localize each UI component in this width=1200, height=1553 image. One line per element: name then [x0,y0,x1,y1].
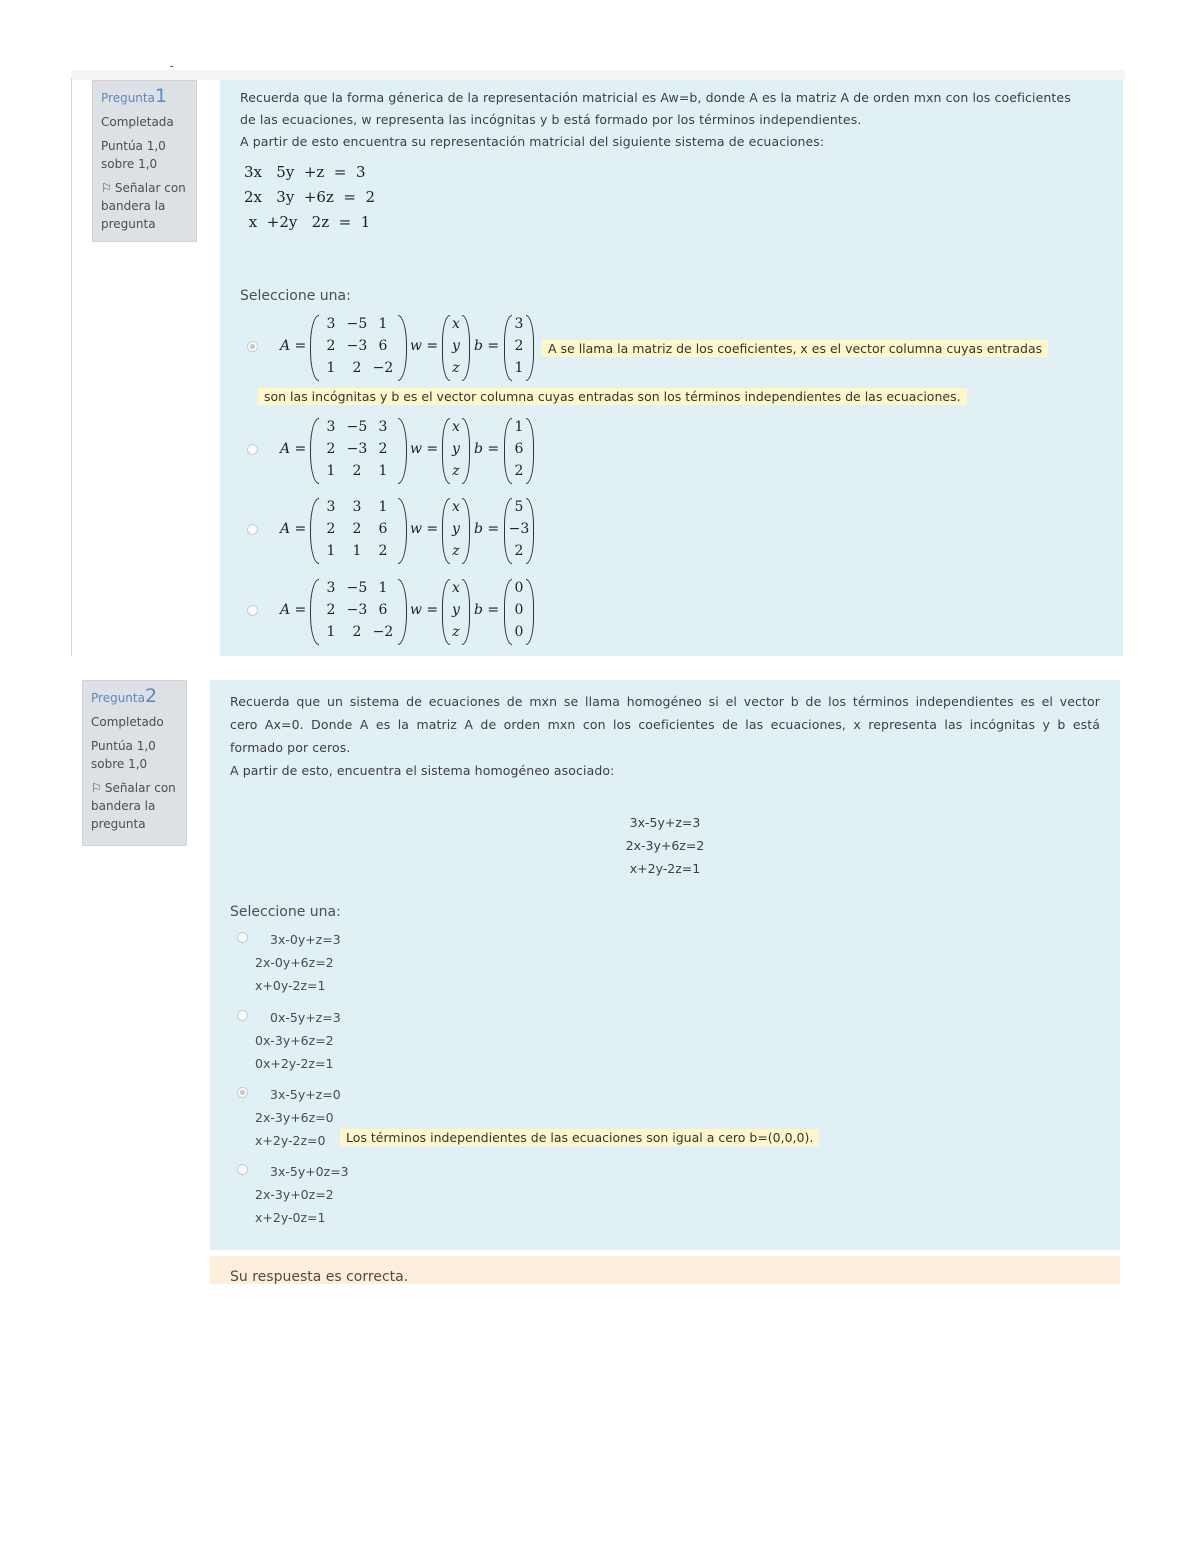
answer-radio[interactable] [247,524,258,535]
matrix-a-cell: 6 [378,338,388,354]
answer-option[interactable] [255,1006,341,1075]
vector-w-cell: z [452,360,460,376]
matrix-a-cell: 2 [378,543,388,559]
question-text-line: Recuerda que un sistema de ecuaciones de mxn se llama homogéneo si el vector b de los términos independientes es el vector [230,694,1100,709]
vector-b-label: b = [474,338,500,354]
vector-b-cell: 2 [514,338,524,354]
matrix-bracket [398,498,407,564]
vector-w-cell: y [452,521,460,537]
question-score: Puntúa 1,0 sobre 1,0 [91,739,156,771]
question-status: Completado [91,715,164,729]
answer-option[interactable] [255,1083,341,1152]
matrix-a-cell: 2 [352,463,362,479]
matrix-a-cell: 2 [326,521,336,537]
question-number: 1 [154,85,168,107]
vector-b-cell: 0 [514,580,524,596]
matrix-a-cell: 1 [326,624,336,640]
option-line: x+0y-2z=1 [255,978,326,993]
vector-w-label: w = [410,602,439,618]
question-text-line: A partir de esto, encuentra el sistema homogéneo asociado: [230,763,615,778]
feedback-highlight: A se llama la matriz de los coeficientes, x es el vector columna cuyas entradas [542,340,1048,357]
flag-icon: ⚐ [101,181,112,195]
matrix-a-label: A = [280,441,307,457]
matrix-a-cell: 3 [352,499,362,515]
vector-b-cell: 2 [514,463,524,479]
result-feedback [210,1256,1120,1284]
question-label: Pregunta [101,91,155,105]
matrix-a-label: A = [280,602,307,618]
matrix-a-cell: 2 [326,602,336,618]
matrix-a-cell: 1 [326,360,336,376]
question-text-line: formado por ceros. [230,740,351,755]
option-line: 0x-5y+z=3 [270,1010,341,1025]
matrix-a-cell: −2 [372,624,394,640]
vector-w-label: w = [410,521,439,537]
top-mark [170,66,173,67]
vector-w-cell: z [452,624,460,640]
answer-option[interactable] [255,1160,349,1229]
matrix-a-cell: 1 [378,316,388,332]
matrix-a-cell: 1 [326,463,336,479]
matrix-bracket [398,418,407,484]
vector-w-label: w = [410,441,439,457]
top-divider [71,70,1125,80]
matrix-a-cell: −5 [346,316,368,332]
vector-b-cell: 6 [514,441,524,457]
answer-radio-selected[interactable] [237,1087,248,1098]
question-1-content [220,80,1123,656]
option-line: x+2y-2z=0 [255,1133,326,1148]
matrix-a-cell: 2 [326,338,336,354]
matrix-a-cell: 1 [326,543,336,559]
feedback-highlight: son las incógnitas y b es el vector columna cuyas entradas son los términos independientes de las ecuaciones. [258,388,967,405]
matrix-a-cell: 6 [378,602,388,618]
equation-line: x+2y-2z=1 [629,861,701,876]
option-line: 3x-5y+z=0 [270,1087,341,1102]
result-text: Su respuesta es correcta. [230,1269,409,1285]
matrix-a-cell: 2 [352,360,362,376]
flag-question-link[interactable] [101,179,188,233]
matrix-a-label: A = [280,338,307,354]
equation-line: 2x-3y+6z=2 [625,838,705,853]
left-border [71,78,72,656]
matrix-a-cell: 1 [378,580,388,596]
question-text-line: Recuerda que la forma génerica de la representación matricial es Aw=b, donde A es la matriz A de orden mxn con los coeficientes [240,90,1071,105]
matrix-a-cell: −3 [346,602,368,618]
vector-b-cell: 1 [514,360,524,376]
answer-radio[interactable] [247,605,258,616]
vector-w-cell: z [452,463,460,479]
answer-option[interactable] [280,577,600,647]
equation-line: x +2y 2z = 1 [244,213,371,231]
question-text-line: A partir de esto encuentra su representación matricial del siguiente sistema de ecuaciones: [240,134,825,149]
flag-question-link[interactable] [91,779,178,833]
vector-w-cell: y [452,602,460,618]
flag-icon: ⚐ [91,781,102,795]
equation-line: 2x 3y +6z = 2 [244,188,376,206]
question-1-info [92,80,197,242]
matrix-a-label: A = [280,521,307,537]
matrix-a-cell: −2 [372,360,394,376]
question-label: Pregunta [91,691,145,705]
flag-label: Señalar con bandera la pregunta [91,781,176,831]
option-line: 2x-0y+6z=2 [255,955,334,970]
matrix-a-cell: 1 [378,499,388,515]
answer-option[interactable] [280,496,600,566]
vector-b-label: b = [474,441,500,457]
answer-radio-selected[interactable] [247,341,258,352]
matrix-a-cell: 6 [378,521,388,537]
matrix-a-cell: −3 [346,338,368,354]
option-line: 3x-5y+0z=3 [270,1164,349,1179]
matrix-a-cell: 1 [352,543,362,559]
vector-b-cell: 5 [514,499,524,515]
select-one-label: Seleccione una: [240,288,351,304]
matrix-a-cell: 3 [326,419,336,435]
answer-option[interactable] [255,928,341,997]
question-status: Completada [101,115,174,129]
vector-w-cell: x [452,316,460,332]
matrix-a-cell: 3 [378,419,388,435]
matrix-a-cell: 3 [326,580,336,596]
vector-b-cell: 0 [514,602,524,618]
answer-option[interactable] [280,416,600,486]
vector-b-label: b = [474,521,500,537]
matrix-a-cell: 2 [378,441,388,457]
answer-radio[interactable] [237,1010,248,1021]
matrix-a-cell: −3 [346,441,368,457]
question-text-line: cero Ax=0. Donde A es la matriz A de orden mxn con los coeficientes de las ecuaciones, x representa las incógnitas y b está [230,717,1100,732]
flag-label: Señalar con bandera la pregunta [101,181,186,231]
vector-w-cell: x [452,419,460,435]
question-2-info [82,680,187,846]
vector-b-cell: 0 [514,624,524,640]
equation-line: 3x-5y+z=3 [629,815,701,830]
option-line: x+2y-0z=1 [255,1210,326,1225]
question-number: 2 [144,685,158,707]
matrix-a-cell: 3 [326,316,336,332]
feedback-highlight: Los términos independientes de las ecuaciones son igual a cero b=(0,0,0). [340,1129,819,1146]
vector-b-label: b = [474,602,500,618]
matrix-bracket [398,579,407,645]
equation-line: 3x 5y +z = 3 [244,163,366,181]
vector-w-cell: y [452,441,460,457]
matrix-a-cell: 1 [378,463,388,479]
option-line: 2x-3y+6z=0 [255,1110,334,1125]
select-one-label: Seleccione una: [230,904,341,920]
question-2-content [210,680,1120,1250]
matrix-a-cell: 3 [326,499,336,515]
equation-system [244,160,375,235]
matrix-a-cell: −5 [346,419,368,435]
vector-w-label: w = [410,338,439,354]
answer-radio[interactable] [237,1164,248,1175]
option-line: 0x-3y+6z=2 [255,1033,334,1048]
answer-radio[interactable] [237,932,248,943]
vector-w-cell: x [452,580,460,596]
matrix-a-cell: 2 [352,521,362,537]
vector-w-cell: x [452,499,460,515]
vector-b-cell: −3 [508,521,530,537]
question-text-line: de las ecuaciones, w representa las incógnitas y b está formado por los términos independientes. [240,112,862,127]
option-line: 2x-3y+0z=2 [255,1187,334,1202]
matrix-a-cell: 2 [352,624,362,640]
answer-radio[interactable] [247,444,258,455]
vector-w-cell: y [452,338,460,354]
vector-b-cell: 3 [514,316,524,332]
matrix-bracket [398,315,407,381]
option-line: 0x+2y-2z=1 [255,1056,334,1071]
matrix-a-cell: 2 [326,441,336,457]
matrix-a-cell: −5 [346,580,368,596]
vector-b-cell: 2 [514,543,524,559]
option-line: 3x-0y+z=3 [270,932,341,947]
vector-b-cell: 1 [514,419,524,435]
question-score: Puntúa 1,0 sobre 1,0 [101,139,166,171]
vector-w-cell: z [452,543,460,559]
